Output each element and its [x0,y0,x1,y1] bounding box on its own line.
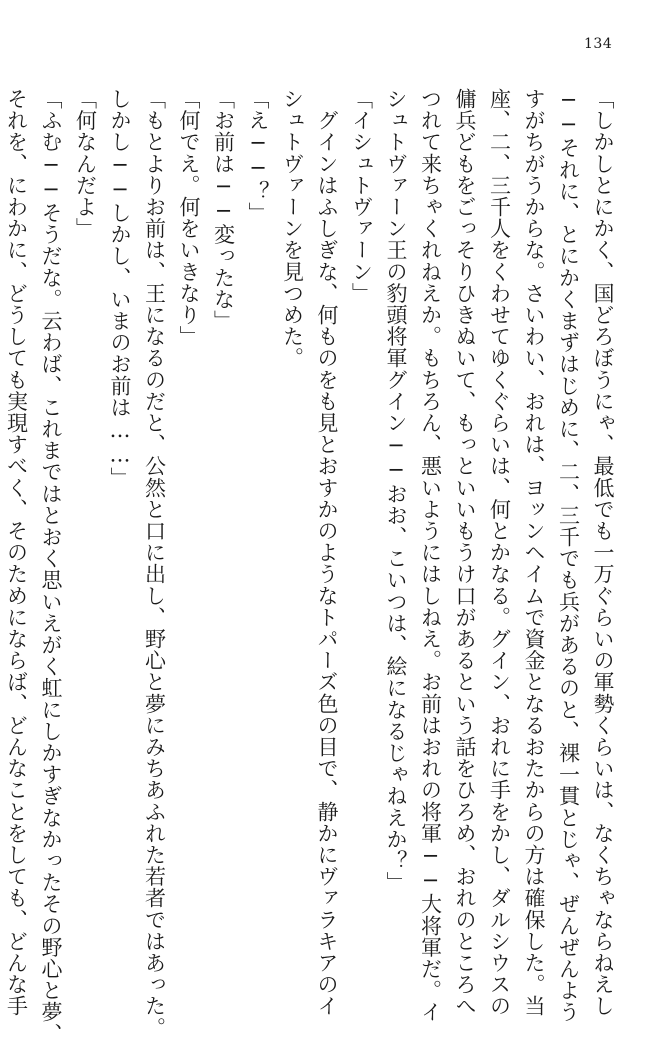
text-line: 「しかしとにかく、国どろぼうにゃ、最低でも一万ぐらいの軍勢くらいは、なくちゃならねえし [591,88,615,1017]
text-line: シュトヴァーンを見つめた。 [280,88,305,369]
text-line: つれて来ちゃくれねえか。もちろん、悪いようにはしねえ。お前はおれの将軍──大将軍だ。イ [418,88,443,1023]
text-line: しかし──しかし、いまのお前は……」 [108,88,132,489]
text-line: 「何でえ。何をいきなり」 [177,88,201,348]
text-line: 「もとよりお前は、王になるのだと、公然と口に出し、野心と夢にみちあふれた若者ではあった。 [142,88,167,1039]
text-line: シュトヴァーン王の豹頭将軍グイン──おお、こいつは、絵になるじゃねえか？」 [384,88,408,894]
text-line: 傭兵どもをごっそりひきぬいて、もっといいもうけ口があるという話をひろめ、おれのところへ [453,88,477,1017]
text-line: グインはふしぎな、何ものをも見とおすかのようなトパーズ色の目で、静かにヴァラキアのイ [315,88,339,1017]
text-line: ──それに、とにかくまずはじめに、二、三千でも兵があるのと、裸一貫とじゃ、ぜんぜんよう [556,88,581,1023]
text-line: 座、二、三千人をくわせてゆくぐらいは、何とかなる。グイン、おれに手をかし、ダルシウスの [487,88,512,1017]
text-line: それを、にわかに、どうしても実現すべく、そのためにならば、どんなことをしても、どんな手 [4,88,29,1017]
text-line: 「何なんだよ」 [73,88,98,240]
text-line: すがちがうからな。さいわい、おれは、ヨッンヘイムで資金となるおたからの方は確保した。当 [522,88,546,1017]
text-line: 「ふむ──そうだな。云わば、これまではとおく思いえがく虹にしかすぎなかったその野心と夢、 [39,88,63,1044]
vertical-text-body [4,88,620,1044]
page-number: 134 [584,36,613,52]
text-line: 「え──？」 [246,88,270,224]
text-line: 「お前は──変ったな」 [211,88,236,332]
text-line: 「イシュトヴァーン」 [349,88,374,304]
